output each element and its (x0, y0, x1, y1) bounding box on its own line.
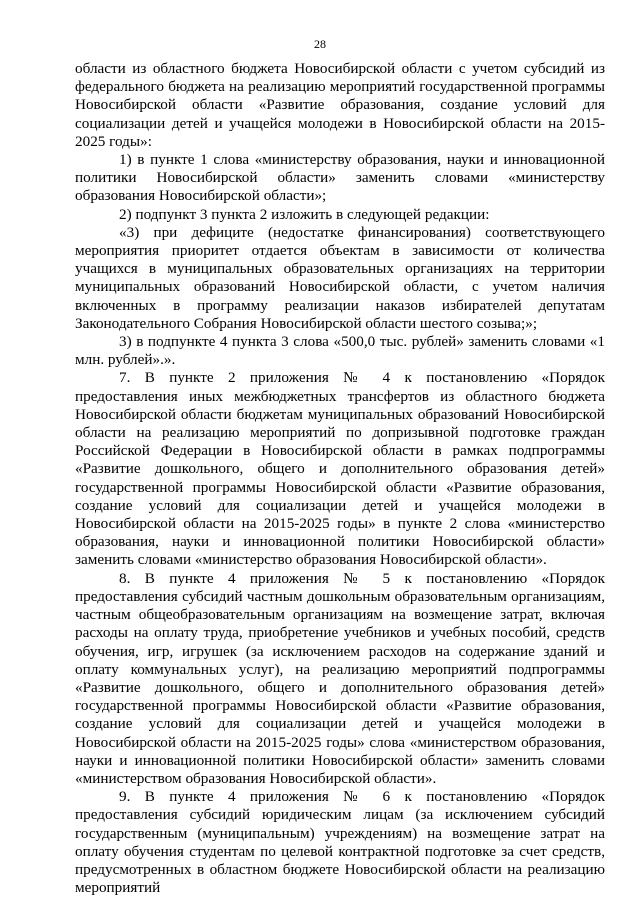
paragraph-continuation: области из областного бюджета Новосибирской области с учетом субсидий из федерального бюджета на реализацию мероприятий государственной программы Новосибирской области «Развитие образования, создание условий для социализации детей и учащейся молодежи в Новосибирской области на 2015-2025 годы»: (75, 60, 605, 150)
paragraph-quoted-subitem-3: «3) при дефиците (недостатке финансирования) соответствующего мероприятия приоритет отдается объектам в зависимости от количества учащихся в муниципальных образовательных организациях на территории муниципальных образований Новосибирской области, с учетом наличия включенных в программу реализации наказов избирателей депутатам Законодательного Собрания Новосибирской области шестого созыва;»; (75, 223, 605, 332)
document-body (75, 60, 605, 897)
page-number: 28 (314, 37, 326, 51)
paragraph-item-1: 1) в пункте 1 слова «министерству образования, науки и инновационной политики Новосибирской области» заменить словами «министерству образования Новосибирской области»; (75, 151, 605, 205)
paragraph-item-3: 3) в подпункте 4 пункта 3 слова «500,0 тыс. рублей» заменить словами «1 млн. рублей».». (75, 333, 605, 369)
paragraph-item-2: 2) подпункт 3 пункта 2 изложить в следующей редакции: (119, 205, 490, 223)
paragraph-section-7: 7. В пункте 2 приложения № 4 к постановлению «Порядок предоставления иных межбюджетных трансфертов из областного бюджета Новосибирской области бюджетам муниципальных образований Новосибирской области на реализацию мероприятий по допризывной подготовке граждан Российской Федерации в Новосибирской области в рамках подпрограммы «Развитие дошкольного, общего и дополнительного образования детей» государственной программы Новосибирской области «Развитие образования, создание условий для социализации детей и учащейся молодежи в Новосибирской области на 2015-2025 годы» в пункте 2 слова «министерство образования, науки и инновационной политики Новосибирской области» заменить словами «министерство образования Новосибирской области». (75, 369, 605, 569)
paragraph-section-8: 8. В пункте 4 приложения № 5 к постановлению «Порядок предоставления субсидий частным дошкольным образовательным организациям, частным общеобразовательным организациям на возмещение затрат, включая расходы на оплату труда, приобретение учебников и учебных пособий, средств обучения, игр, игрушек (за исключением расходов на содержание зданий и оплату коммунальных услуг), на реализацию мероприятий подпрограммы «Развитие дошкольного, общего и дополнительного образования детей» государственной программы Новосибирской области «Развитие образования, создание условий для социализации детей и учащейся молодежи в Новосибирской области на 2015-2025 годы» слова «министерством образования, науки и инновационной политики Новосибирской области» заменить словами «министерством образования Новосибирской области». (75, 569, 605, 787)
paragraph-section-9: 9. В пункте 4 приложения № 6 к постановлению «Порядок предоставления субсидий юридическим лицам (за исключением субсидий государственным (муниципальным) учреждениям) на возмещение затрат на оплату обучения студентам по целевой контрактной подготовке за счет средств, предусмотренных в областном бюджете Новосибирской области на реализацию мероприятий (75, 788, 605, 897)
